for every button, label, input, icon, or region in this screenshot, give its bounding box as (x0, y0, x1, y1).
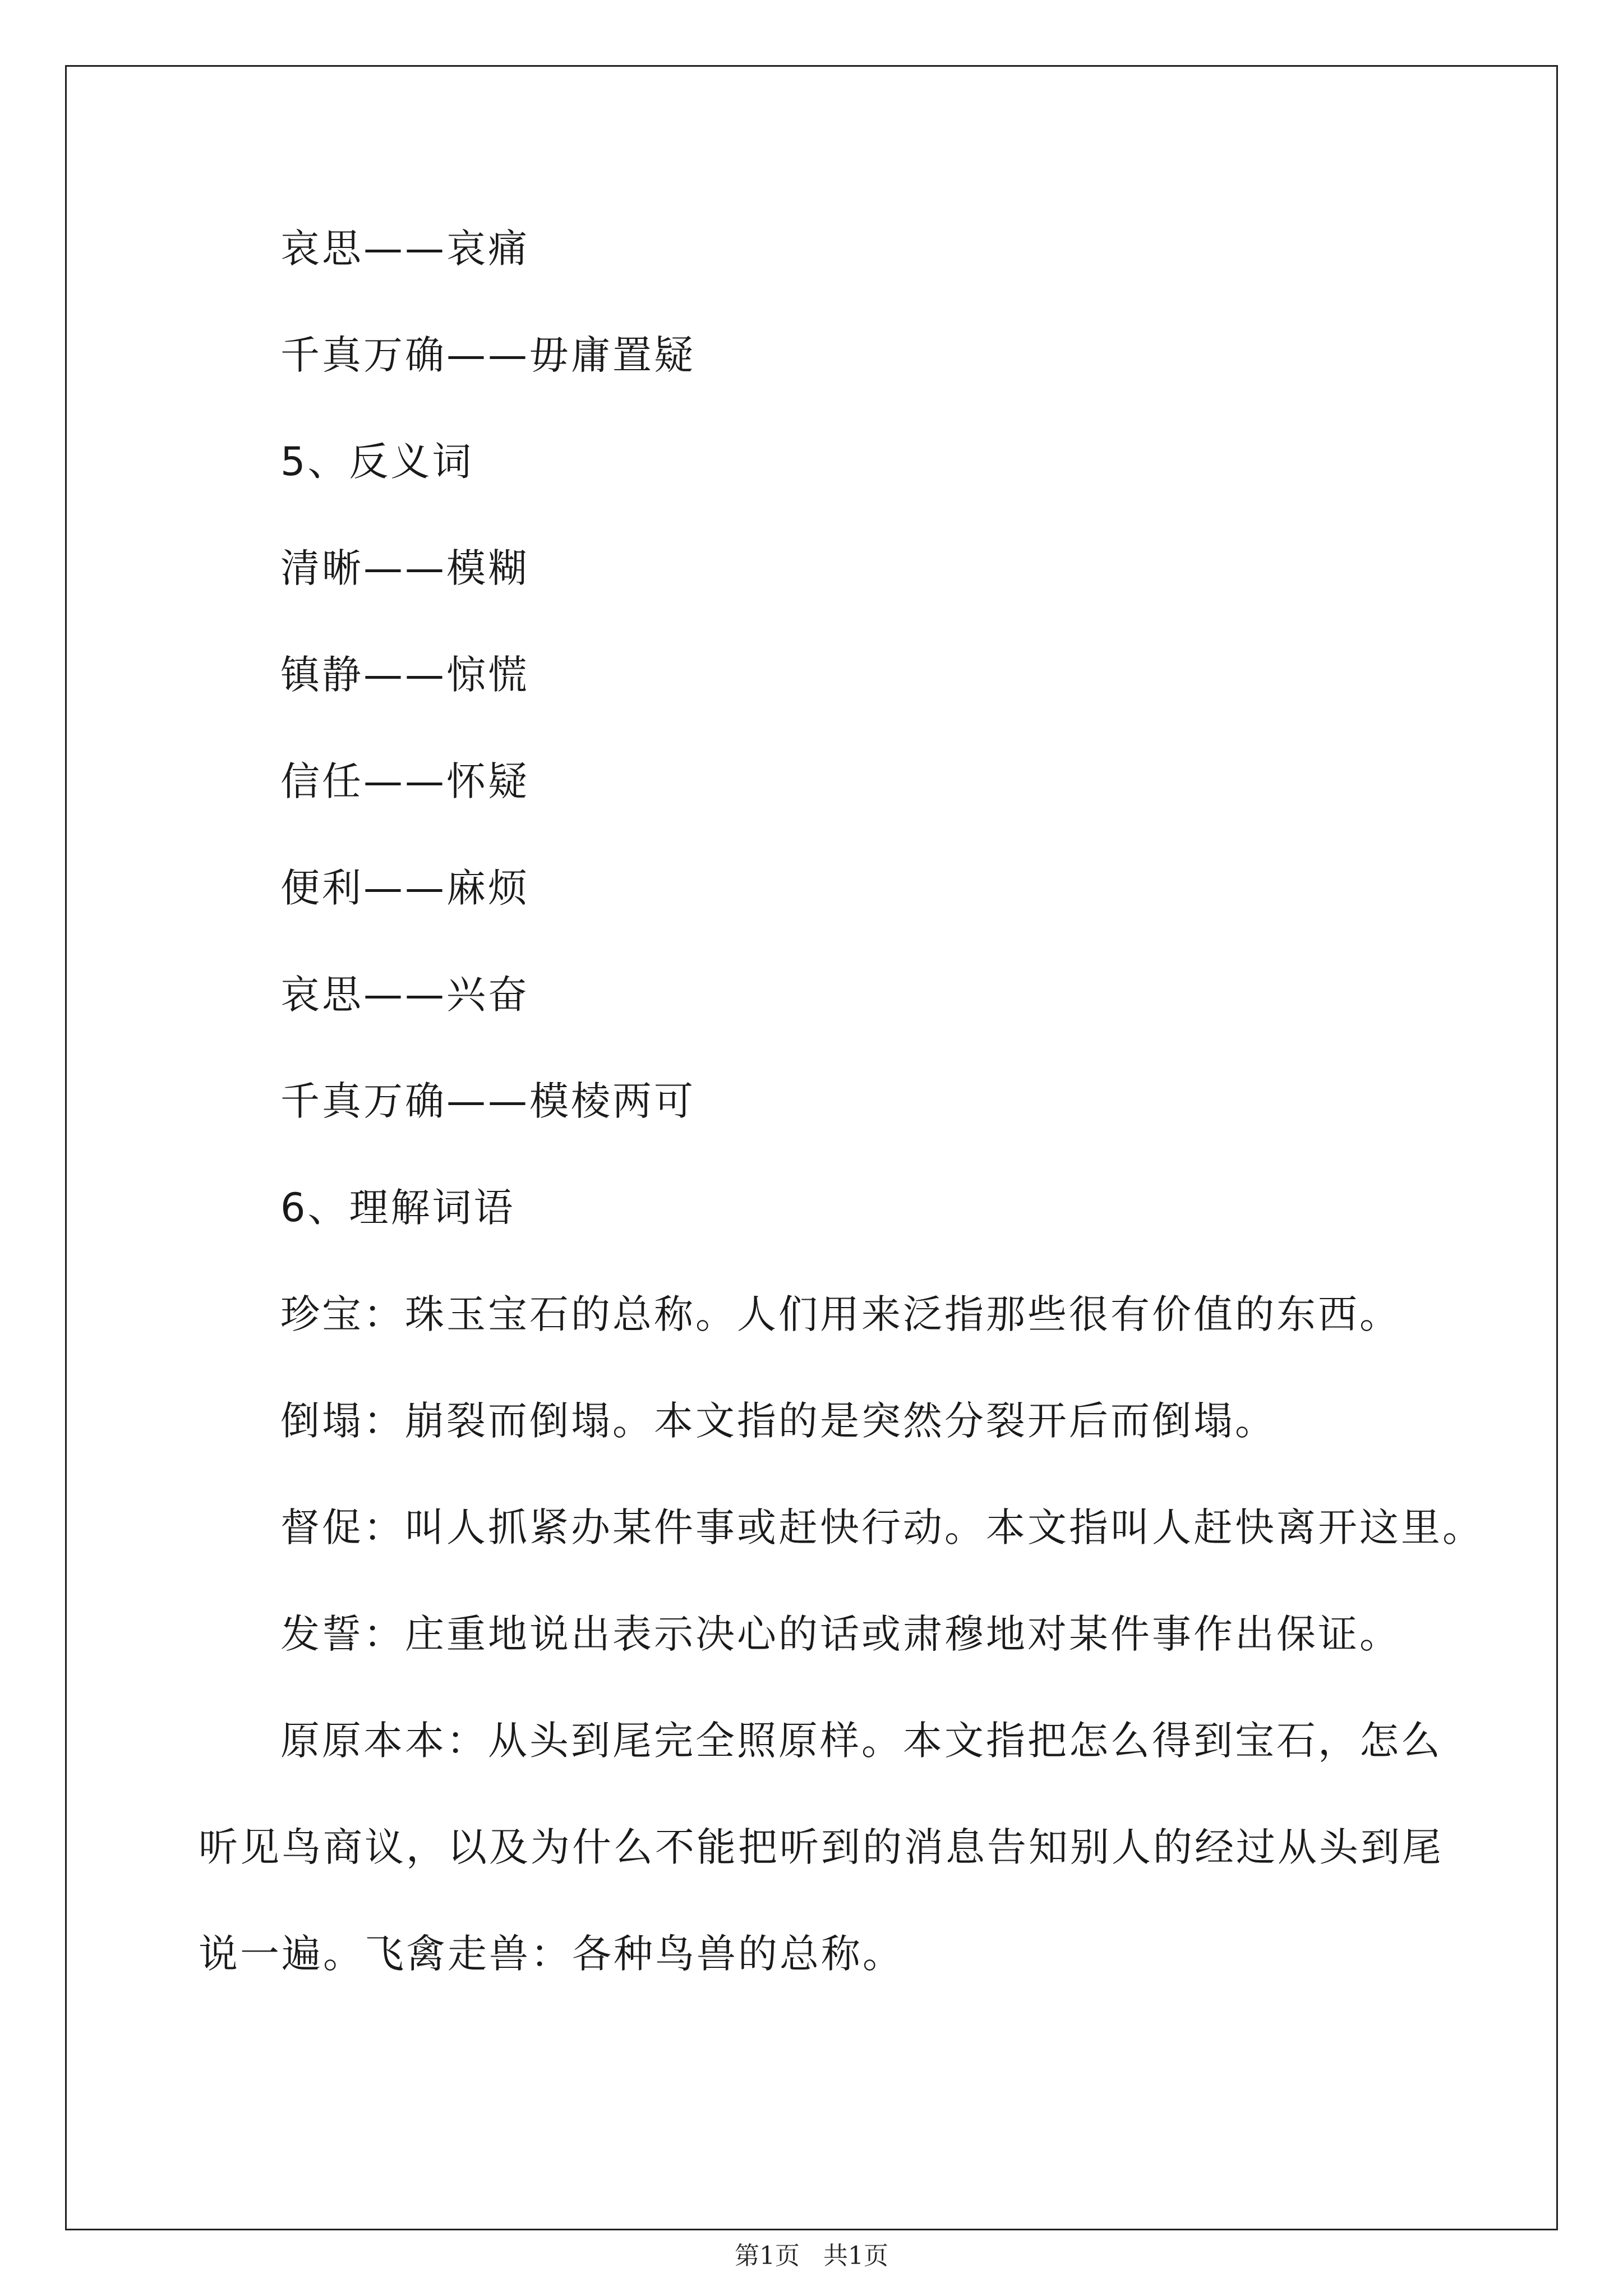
definition-line-4: 发誓：庄重地说出表示决心的话或肃穆地对某件事作出保证。 (280, 1611, 1401, 1657)
definition-line-2: 倒塌：崩裂而倒塌。本文指的是突然分裂开后而倒塌。 (280, 1398, 1276, 1444)
definition-line-7: 说一遍。飞禽走兽：各种鸟兽的总称。 (199, 1931, 904, 1977)
definition-line-6: 听见鸟商议，以及为什么不能把听到的消息告知别人的经过从头到尾 (199, 1824, 1444, 1870)
synonym-line-2: 千真万确——毋庸置疑 (280, 332, 695, 378)
antonym-line-3: 信任——怀疑 (280, 758, 529, 804)
antonym-line-6: 千真万确——模棱两可 (280, 1078, 695, 1124)
antonym-line-2: 镇静——惊慌 (280, 652, 529, 698)
definition-line-3: 督促：叫人抓紧办某件事或赶快行动。本文指叫人赶快离开这里。 (280, 1504, 1484, 1550)
page-number: 第1页 共1页 (735, 2242, 888, 2270)
synonym-line-1: 哀思——哀痛 (280, 226, 529, 272)
section-heading-vocabulary: 6、理解词语 (280, 1185, 515, 1231)
section-heading-antonyms: 5、反义词 (280, 439, 474, 485)
definition-line-5: 原原本本：从头到尾完全照原样。本文指把怎么得到宝石，怎么 (280, 1718, 1442, 1764)
definition-line-1: 珍宝：珠玉宝石的总称。人们用来泛指那些很有价值的东西。 (280, 1291, 1401, 1337)
antonym-line-4: 便利——麻烦 (280, 865, 529, 911)
page-border (65, 65, 1558, 2230)
antonym-line-5: 哀思——兴奋 (280, 972, 529, 1018)
antonym-line-1: 清晰——模糊 (280, 545, 529, 591)
